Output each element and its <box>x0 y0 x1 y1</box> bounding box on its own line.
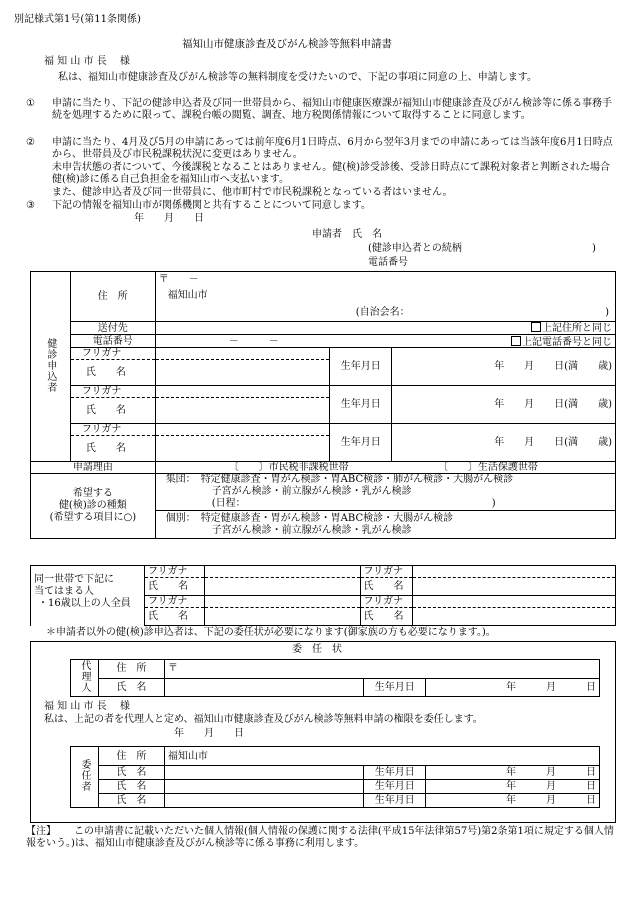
agent-side-label: 代理人 <box>71 660 99 697</box>
principal-name-field[interactable] <box>164 794 363 808</box>
name-label: 氏 名 <box>70 436 155 462</box>
consent-text-2-extra-1: 未申告状態の者について、今後課税となることはありません。健(検)診受診後、受診日時点にて課税対象者と判断された場合健(検)診に係る自己負担金を福知山市へ支払います。 <box>52 162 611 186</box>
furigana-field[interactable] <box>155 386 330 398</box>
checkbox[interactable] <box>511 336 521 346</box>
hh-furigana-field[interactable] <box>412 566 616 578</box>
group-date-close: ) <box>491 498 496 509</box>
principal-birth-label: 生年月日 <box>364 766 426 780</box>
group-date-label: (日程： <box>211 498 246 509</box>
hh-furigana-field[interactable] <box>204 596 360 608</box>
principal-name-field[interactable] <box>164 780 363 794</box>
household-label: 同一世帯で下記に 当てはまる人 ・16歳以上の人全員 <box>31 566 145 626</box>
phone-check-label: 上記電話番号と同じ <box>522 337 612 348</box>
agent-birth-field[interactable]: 年 月 日 <box>426 678 600 697</box>
delegation-statement: 私は、上記の者を代理人と定め、福知山市健康診査及びがん検診等無料申請の権限を委任します。 <box>44 714 483 725</box>
phone-field[interactable] <box>155 335 615 348</box>
hh-name-field[interactable] <box>204 578 360 596</box>
name-label: 氏 名 <box>70 398 155 424</box>
hh-furigana-label: フリガナ <box>144 566 204 578</box>
delegation-note: ＊申請者以外の健(検)診申込者は、下記の委任状が必要になります(御家族の方も必要になります。)。 <box>46 627 496 638</box>
applicant-name-label: 申請者 氏 名 <box>312 229 382 240</box>
applicant-phone-label: 電話番号 <box>368 257 408 268</box>
furigana-label: フリガナ <box>70 348 155 360</box>
hh-name-field[interactable] <box>412 578 616 596</box>
applicant-relation-close: ) <box>592 243 596 254</box>
hh-name-label: 氏 名 <box>360 578 412 596</box>
exam-type-label: 希望する 健(検)診の種類 (希望する項目に○) <box>31 474 156 539</box>
applicant-relation-label: (健診申込者との続柄 <box>368 243 462 254</box>
principal-name-label: 氏 名 <box>98 766 164 780</box>
principal-birth-field[interactable]: 年 月 日 <box>426 780 600 794</box>
principal-name-field[interactable] <box>164 766 363 780</box>
principal-address-field[interactable]: 福知山市 <box>164 747 599 766</box>
intro-text: 私は、福知山市健康診査及びがん検診等の無料制度を受けたいので、下記の事項に同意の上、申請します。 <box>58 72 537 83</box>
principal-name-label: 氏 名 <box>98 794 164 808</box>
phone-label: 電話番号 <box>70 335 155 348</box>
community-label: (自治会名： <box>355 307 410 318</box>
individual-exam-field[interactable] <box>155 511 615 539</box>
individual-exam-options-2[interactable]: 子宮がん検診・前立腺がん検診・乳がん検診 <box>211 524 412 536</box>
name-field[interactable] <box>155 436 330 462</box>
send-to-field[interactable] <box>155 322 615 335</box>
application-table <box>30 271 616 539</box>
principal-table <box>70 746 600 808</box>
hh-name-label: 氏 名 <box>144 578 204 596</box>
delegation-addressee: 福 知 山 市 長 様 <box>44 701 130 712</box>
reason-option-tax-exempt[interactable]: 〔 〕市民税非課税世帯 <box>228 462 349 473</box>
delegation-title: 委 任 状 <box>292 644 342 655</box>
reason-option-welfare[interactable]: 〔 〕生活保護世帯 <box>437 462 538 473</box>
phone-dashes: － － <box>228 335 279 347</box>
hh-furigana-field[interactable] <box>412 596 616 608</box>
footnote-text: この申請書に記載いただいた個人情報(個人情報の保護に関する法律(平成15年法律第57号)第2条第1項に規定する個人情報をいう。)は、福知山市健康診査及びがん検診等に係る事務に利用します。 <box>26 826 614 850</box>
agent-address-label: 住 所 <box>98 660 164 679</box>
agent-birth-label: 生年月日 <box>364 678 426 697</box>
addressee: 福 知 山 市 長 様 <box>44 56 130 67</box>
agent-name-label: 氏 名 <box>98 678 164 697</box>
group-exam-options-2[interactable]: 子宮がん検診・前立腺がん検診・乳がん検診 <box>211 486 412 497</box>
principal-birth-label: 生年月日 <box>364 780 426 794</box>
date-line: 年 月 日 <box>134 213 204 224</box>
birth-label: 生年月日 <box>330 386 392 424</box>
agent-address-field[interactable]: 〒 <box>164 660 599 679</box>
community-close: ) <box>605 307 609 318</box>
delegation-date-line: 年 月 日 <box>174 728 244 739</box>
hh-name-field[interactable] <box>204 608 360 626</box>
consent-text-2: 申請に当たり、4月及び5月の申請にあっては前年度6月1日時点、6月から翌年3月までの申請にあっては当該年度6月1日時点から、世帯員及び市民税課税状況に変更はありません。 <box>52 137 613 161</box>
send-to-check-label: 上記住所と同じ <box>542 323 612 334</box>
name-field[interactable] <box>155 360 330 386</box>
individual-label: 個別： <box>165 512 191 524</box>
principal-birth-field[interactable]: 年 月 日 <box>426 794 600 808</box>
reason-field[interactable] <box>155 462 615 474</box>
reason-label: 申請理由 <box>31 462 156 474</box>
consent-mark-1: ① <box>26 98 35 109</box>
furigana-field[interactable] <box>155 348 330 360</box>
principal-address-label: 住 所 <box>98 747 164 766</box>
name-label: 氏 名 <box>70 360 155 386</box>
checkbox[interactable] <box>531 322 541 332</box>
birth-field[interactable]: 年 月 日(満 歳) <box>392 386 616 424</box>
consent-mark-3: ③ <box>26 200 35 211</box>
household-table <box>30 565 616 626</box>
consent-text-2-extra-2: また、健診申込者及び同一世帯員に、他市町村で市民税課税となっている者はいません。 <box>52 187 453 198</box>
name-field[interactable] <box>155 398 330 424</box>
birth-label: 生年月日 <box>330 424 392 462</box>
page-title: 福知山市健康診査及びがん検診等無料申請書 <box>182 38 392 50</box>
group-label: 集団： <box>165 474 191 485</box>
agent-name-field[interactable] <box>164 678 363 697</box>
birth-field[interactable]: 年 月 日(満 歳) <box>392 348 616 386</box>
send-to-label: 送付先 <box>70 322 155 335</box>
consent-text-1: 申請に当たり、下記の健診申込者及び同一世帯員から、福知山市健康医療課が福知山市健康診査及びがん検診等に係る事務手続を処理するために限って、課税台帳の閲覧、調査、地方税関係情報について取得することに同意します。 <box>52 98 612 122</box>
principal-side-label: 委任者 <box>71 747 99 808</box>
principal-name-label: 氏 名 <box>98 780 164 794</box>
furigana-field[interactable] <box>155 424 330 436</box>
individual-exam-options-1[interactable]: 特定健康診査・胃がん検診・胃ABC検診・大腸がん検診 <box>200 512 454 524</box>
hh-furigana-label: フリガナ <box>144 596 204 608</box>
address-label: 住 所 <box>70 272 155 322</box>
hh-furigana-label: フリガナ <box>360 566 412 578</box>
birth-field[interactable]: 年 月 日(満 歳) <box>392 424 616 462</box>
birth-label: 生年月日 <box>330 348 392 386</box>
footnote-label: 【注】 <box>26 826 56 837</box>
agent-table <box>70 659 600 697</box>
hh-name-label: 氏 名 <box>144 608 204 626</box>
group-exam-field[interactable] <box>155 474 615 511</box>
hh-furigana-field[interactable] <box>204 566 360 578</box>
consent-mark-2: ② <box>26 137 35 148</box>
principal-birth-label: 生年月日 <box>364 794 426 808</box>
address-field[interactable] <box>155 272 615 322</box>
hh-furigana-label: フリガナ <box>360 596 412 608</box>
hh-name-label: 氏 名 <box>360 608 412 626</box>
applicant-side-label: 健診申込者 <box>31 272 71 462</box>
address-city: 福知山市 <box>167 290 208 301</box>
hh-name-field[interactable] <box>412 608 616 626</box>
postal-mark: 〒 － <box>158 274 199 285</box>
consent-text-3: 下記の情報を福知山市が関係機関と共有することについて同意します。 <box>52 200 371 211</box>
furigana-label: フリガナ <box>70 424 155 436</box>
furigana-label: フリガナ <box>70 386 155 398</box>
group-exam-options-1[interactable]: 特定健康診査・胃がん検診・胃ABC検診・肺がん検診・大腸がん検診 <box>200 474 514 485</box>
principal-birth-field[interactable]: 年 月 日 <box>426 766 600 780</box>
form-label: 別記様式第1号(第11条関係) <box>14 14 141 25</box>
